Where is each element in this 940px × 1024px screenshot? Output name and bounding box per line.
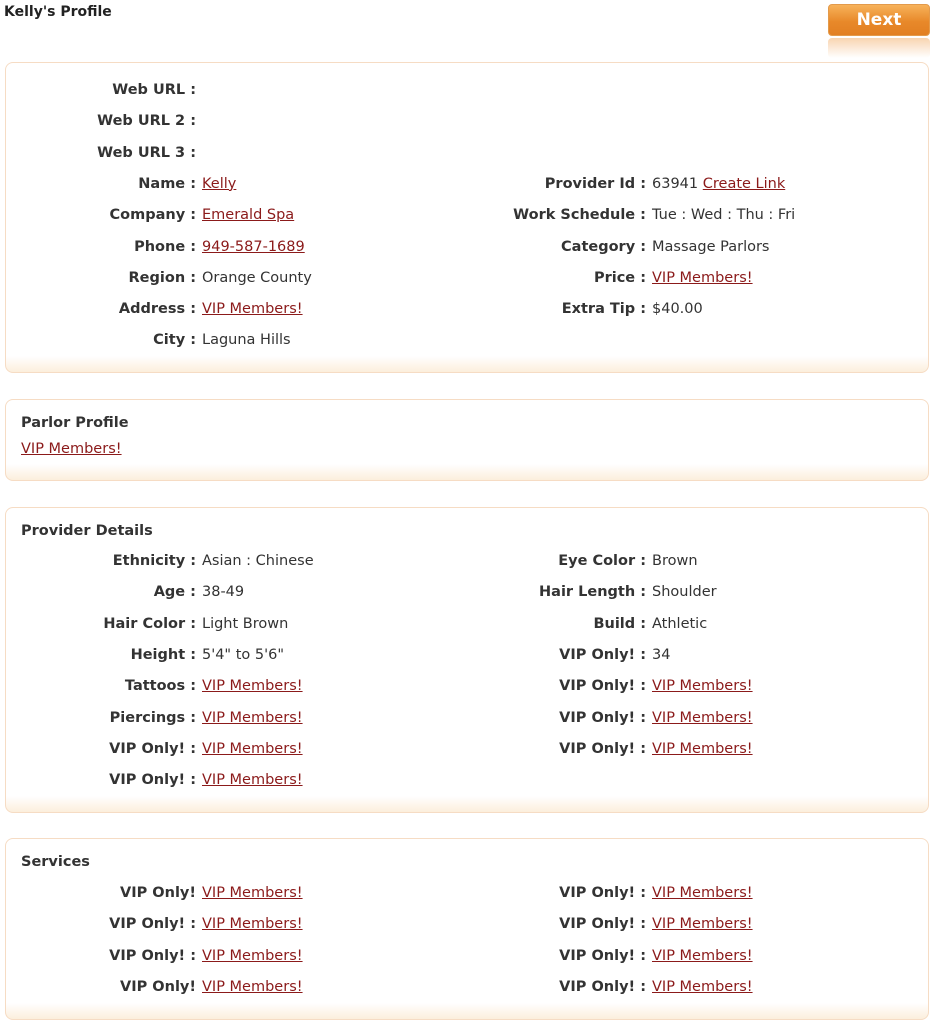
- contact-card: [5, 62, 929, 373]
- value-link[interactable]: VIP Members!: [202, 772, 303, 789]
- field-value: [202, 916, 303, 932]
- value-link[interactable]: VIP Members!: [652, 269, 753, 286]
- field: [6, 675, 303, 697]
- value-link[interactable]: 949-587-1689: [202, 238, 305, 255]
- value-link[interactable]: VIP Members!: [202, 740, 303, 757]
- field-value: [202, 979, 303, 995]
- field-row: [6, 142, 928, 164]
- field-row: [6, 79, 928, 101]
- value-link[interactable]: VIP Members!: [652, 978, 753, 995]
- field-row: [6, 204, 928, 226]
- field-value: [202, 239, 305, 255]
- field: [6, 707, 303, 729]
- field: [6, 79, 202, 101]
- field: [456, 644, 670, 666]
- field-value: [202, 710, 303, 726]
- field-label: Ethnicity :: [112, 553, 196, 569]
- field-label: Address :: [118, 301, 196, 318]
- field: [456, 550, 698, 572]
- field-value: [652, 207, 795, 223]
- field-row: [6, 581, 928, 603]
- value-text: 38-49: [202, 584, 245, 601]
- field-label: Region :: [128, 269, 196, 286]
- services-card: [5, 838, 929, 1020]
- field: [456, 913, 753, 935]
- field-label: Name :: [138, 175, 196, 192]
- parlor-profile-card: [5, 399, 929, 481]
- value-link[interactable]: Kelly: [202, 175, 237, 192]
- field-label: VIP Only! :: [559, 978, 646, 995]
- value-link[interactable]: VIP Members!: [652, 678, 753, 695]
- field-value: [652, 885, 753, 901]
- field-label: City :: [153, 332, 196, 349]
- field: [456, 675, 753, 697]
- field: [6, 945, 303, 967]
- field-row: [6, 945, 928, 967]
- value-link[interactable]: VIP Members!: [202, 978, 303, 995]
- field-value: [202, 207, 294, 223]
- value-text: Asian : Chinese: [202, 553, 314, 569]
- field-value: [652, 239, 769, 255]
- value-text: Light Brown: [202, 615, 289, 632]
- card-heading: Provider Details: [21, 523, 153, 539]
- value-link[interactable]: VIP Members!: [202, 709, 303, 726]
- value-link[interactable]: VIP Members!: [202, 885, 303, 901]
- value-text: Athletic: [652, 615, 708, 632]
- field-row: [6, 329, 928, 351]
- field-value: [202, 301, 303, 317]
- field: [456, 613, 707, 635]
- field-label: Height :: [130, 646, 196, 663]
- field-value: [202, 584, 244, 600]
- value-link[interactable]: VIP Members!: [652, 709, 753, 726]
- field-label: Age :: [153, 584, 196, 601]
- field: [456, 976, 753, 998]
- field-label: VIP Only! :: [559, 916, 646, 933]
- field: [456, 738, 753, 760]
- field-row: [6, 738, 928, 760]
- value-text: Laguna Hills: [202, 332, 291, 349]
- field-label: VIP Only! :: [109, 772, 196, 789]
- field-value: [202, 176, 236, 192]
- value-text: Orange County: [202, 269, 312, 286]
- field: [6, 550, 314, 572]
- field-label: Category :: [561, 238, 646, 255]
- field: [456, 581, 717, 603]
- field-label: VIP Only! :: [109, 947, 196, 964]
- field: [6, 142, 202, 164]
- field-label: Extra Tip :: [561, 301, 646, 318]
- field-value: [652, 979, 753, 995]
- field-value: [652, 710, 753, 726]
- field: [456, 173, 785, 195]
- field-row: [6, 298, 928, 320]
- provider-details-card: [5, 507, 929, 813]
- field-label: VIP Only! :: [109, 740, 196, 757]
- field-value: [652, 553, 698, 569]
- field-row: [6, 236, 928, 258]
- parlor-profile-link[interactable]: VIP Members!: [21, 441, 122, 457]
- field-value: [652, 647, 670, 663]
- field: [456, 204, 795, 226]
- field-value: [202, 553, 314, 569]
- field-value: [652, 616, 707, 632]
- card-heading: Services: [21, 854, 90, 870]
- field: [6, 173, 236, 195]
- field-value: [202, 772, 303, 788]
- field: [6, 204, 294, 226]
- field-row: [6, 913, 928, 935]
- field-value: [652, 678, 753, 694]
- field-row: [6, 173, 928, 195]
- field: [456, 707, 753, 729]
- field-row: [6, 550, 928, 572]
- field-row: [6, 707, 928, 729]
- field-value: [202, 885, 303, 901]
- field: [6, 644, 284, 666]
- field-value: [652, 741, 753, 757]
- field: [6, 882, 303, 904]
- field-row: [6, 976, 928, 998]
- field-value: [652, 948, 753, 964]
- field: [456, 945, 753, 967]
- next-button[interactable]: Next: [828, 4, 930, 36]
- field-value: [202, 678, 303, 694]
- field: [6, 236, 305, 258]
- field-label: Price :: [593, 269, 646, 286]
- field-value: [202, 647, 284, 663]
- field-label: VIP Only! :: [559, 740, 646, 757]
- field-row: [6, 267, 928, 289]
- field-label: VIP Only! :: [559, 646, 646, 663]
- value-text: 63941: [652, 175, 703, 192]
- field-label: Eye Color :: [558, 553, 646, 569]
- field: [6, 267, 312, 289]
- field-value: [202, 332, 291, 348]
- field: [6, 769, 303, 791]
- field-value: [652, 270, 753, 286]
- field-value: [202, 616, 288, 632]
- field-label: Provider Id :: [544, 175, 646, 192]
- field-label: Web URL 3 :: [97, 144, 196, 161]
- field-label: VIP Only! :: [559, 885, 646, 901]
- field-row: [6, 675, 928, 697]
- field-row: [6, 110, 928, 132]
- value-text: Massage Parlors: [652, 238, 770, 255]
- field-label: Tattoos :: [124, 678, 196, 695]
- value-link[interactable]: VIP Members!: [652, 740, 753, 757]
- value-link[interactable]: VIP Members!: [202, 947, 303, 964]
- field-value: [652, 584, 717, 600]
- field: [6, 581, 244, 603]
- value-text: Brown: [652, 553, 698, 569]
- field-label: Hair Color :: [103, 615, 196, 632]
- field-label: VIP Only! :: [559, 709, 646, 726]
- field-value: [202, 948, 303, 964]
- value-text: 5'4" to 5'6": [202, 646, 284, 663]
- value-text: Shoulder: [652, 584, 717, 601]
- field: [456, 882, 753, 904]
- value-link[interactable]: VIP Members!: [652, 916, 753, 933]
- field-label: Build :: [593, 615, 646, 632]
- field-label: VIP Only!: [120, 885, 196, 901]
- value-text: $40.00: [652, 301, 703, 318]
- field-value: [652, 916, 753, 932]
- field-label: Phone :: [134, 238, 196, 255]
- value-link[interactable]: Emerald Spa: [202, 207, 295, 224]
- field-label: Work Schedule :: [513, 207, 646, 224]
- field-label: Hair Length :: [539, 584, 646, 601]
- field: [456, 298, 703, 320]
- field: [6, 298, 303, 320]
- field-value: [202, 741, 303, 757]
- next-button-reflection: [828, 38, 930, 58]
- field-value: [652, 301, 703, 317]
- field: [6, 613, 288, 635]
- value-link[interactable]: Create Link: [702, 175, 786, 192]
- field: [6, 329, 291, 351]
- field-row: [6, 769, 928, 791]
- field: [456, 236, 769, 258]
- value-text: Tue : Wed : Thu : Fri: [652, 207, 796, 224]
- field: [6, 738, 303, 760]
- field: [6, 976, 303, 998]
- field-label: Web URL 2 :: [97, 113, 196, 130]
- field-label: Web URL :: [112, 82, 196, 98]
- field-label: Piercings :: [109, 709, 196, 726]
- value-link[interactable]: VIP Members!: [202, 301, 303, 318]
- value-link[interactable]: VIP Members!: [202, 916, 303, 933]
- field: [6, 913, 303, 935]
- field-label: VIP Only! :: [559, 678, 646, 695]
- value-text: 34: [652, 646, 671, 663]
- field-row: [6, 644, 928, 666]
- field-row: [6, 882, 928, 904]
- value-link[interactable]: VIP Members!: [652, 885, 753, 901]
- card-heading: Parlor Profile: [21, 415, 129, 431]
- page-title: Kelly's Profile: [4, 4, 112, 20]
- field-label: VIP Only! :: [559, 947, 646, 964]
- field-value: [202, 270, 312, 286]
- field: [6, 110, 202, 132]
- value-link[interactable]: VIP Members!: [652, 947, 753, 964]
- field-label: VIP Only!: [120, 978, 196, 995]
- field-label: Company :: [109, 207, 196, 224]
- field-label: VIP Only! :: [109, 916, 196, 933]
- field-value: [652, 176, 785, 192]
- value-link[interactable]: VIP Members!: [202, 678, 303, 695]
- field-row: [6, 613, 928, 635]
- field: [456, 267, 753, 289]
